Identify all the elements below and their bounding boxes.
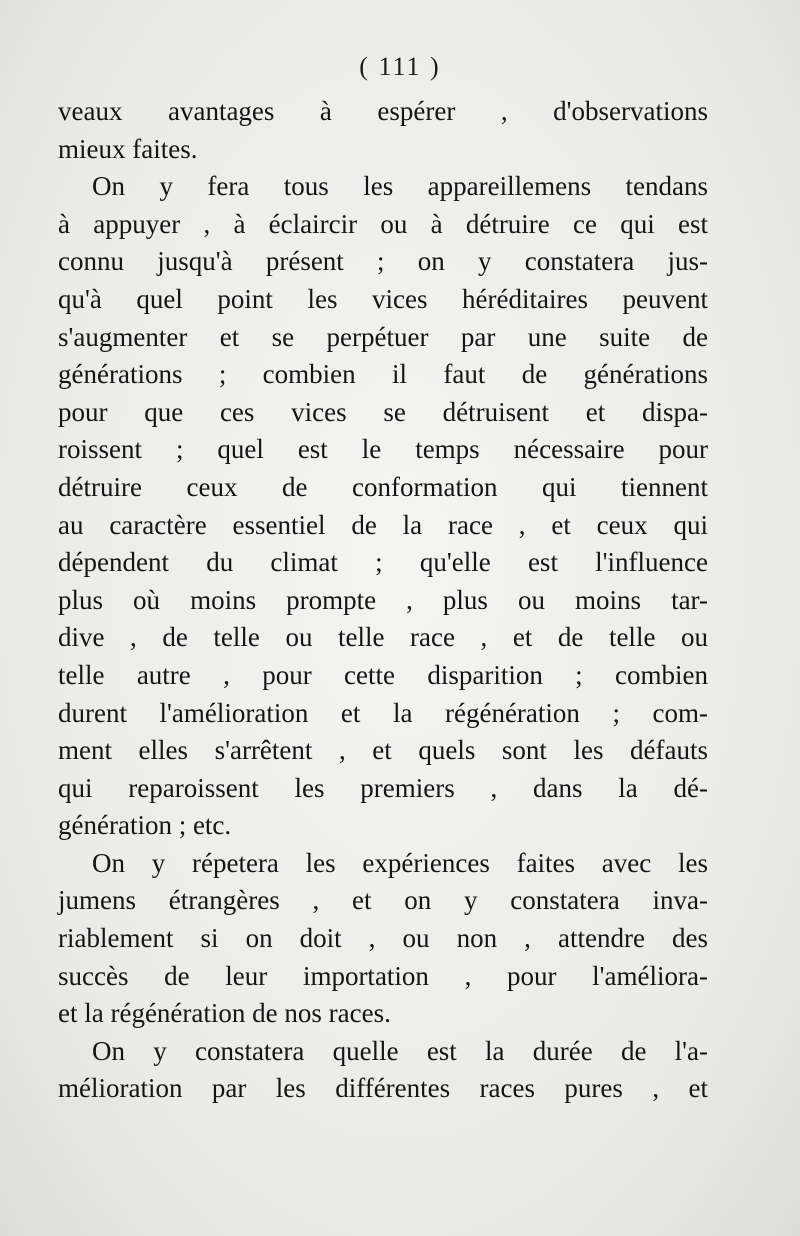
text-line: détruire ceux de conformation qui tiennent [58, 471, 708, 502]
text-line: succès de leur importation , pour l'améliora- [58, 960, 708, 991]
text-line: roissent ; quel est le temps nécessaire pour [58, 434, 708, 465]
text-line: s'augmenter et se perpétuer par une suite de [58, 321, 708, 352]
paragraph-start-line: On y répetera les expériences faites avec les [92, 847, 708, 878]
text-line: veaux avantages à espérer , d'observations [58, 96, 708, 126]
text-line: qui reparoissent les premiers , dans la dé- [58, 772, 708, 803]
text-line: connu jusqu'à présent ; on y constatera jus- [58, 246, 708, 277]
paragraph-start-line: On y fera tous les appareillemens tendans [92, 171, 708, 202]
text-line: génération ; etc. [58, 810, 232, 841]
paragraph-start-line: On y constatera quelle est la durée de l'a- [92, 1035, 708, 1066]
text-line: jumens étrangères , et on y constatera inva- [58, 885, 708, 916]
body-text [58, 93, 708, 1108]
page-number: ( 111 ) [359, 52, 441, 81]
text-line: mélioration par les différentes races pures , et [58, 1073, 708, 1104]
text-line: plus où moins prompte , plus ou moins tar- [58, 584, 708, 615]
text-line: ment elles s'arrêtent , et quels sont les défauts [58, 735, 708, 766]
text-line: dépendent du climat ; qu'elle est l'influence [58, 547, 708, 578]
text-line: générations ; combien il faut de générations [58, 359, 708, 390]
text-line: telle autre , pour cette disparition ; combien [58, 659, 708, 690]
text-line: dive , de telle ou telle race , et de telle ou [58, 622, 708, 653]
text-line: durent l'amélioration et la régénération ; com- [58, 697, 708, 728]
text-line: mieux faites. [58, 133, 198, 164]
text-line: pour que ces vices se détruisent et dispa- [58, 396, 708, 427]
text-line: au caractère essentiel de la race , et ceux qui [58, 509, 708, 540]
text-line: et la régénération de nos races. [58, 998, 391, 1029]
text-line: à appuyer , à éclaircir ou à détruire ce qui est [58, 208, 708, 239]
text-line: riablement si on doit , ou non , attendre des [58, 923, 708, 954]
text-line: qu'à quel point les vices héréditaires peuvent [58, 283, 708, 314]
